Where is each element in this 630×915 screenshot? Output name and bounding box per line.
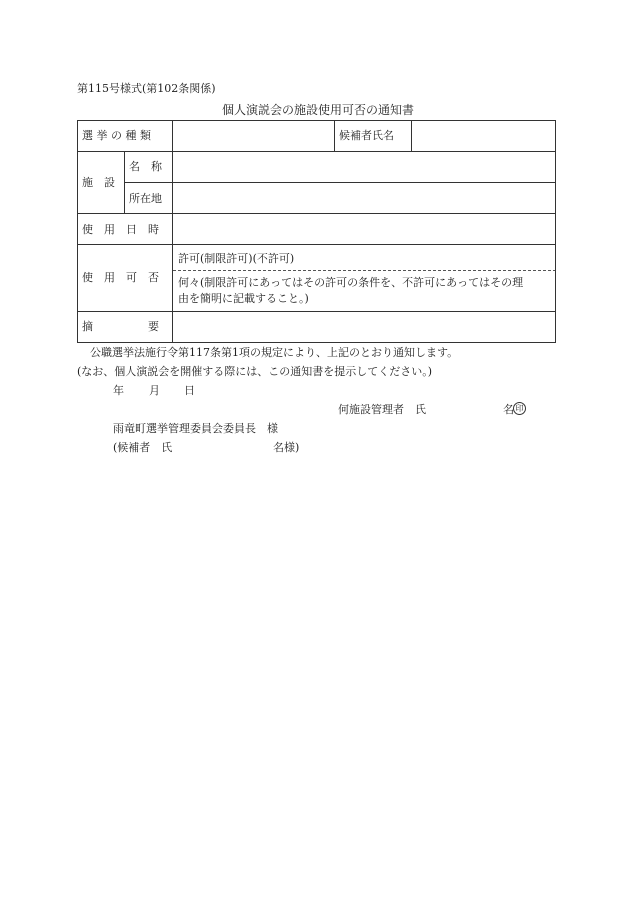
election-type-label: 選 挙 の 種 類 (82, 129, 151, 142)
table-row-divider (124, 182, 556, 183)
summary-label: 摘 要 (82, 320, 159, 333)
table-label-divider (172, 120, 173, 343)
notice-line: 公職選挙法施行令第117条第1項の規定により、上記のとおり通知します。 (90, 346, 459, 359)
facility-address-label: 所在地 (129, 192, 162, 205)
dashed-divider (173, 270, 556, 271)
table-row-divider (77, 244, 556, 245)
facility-name-label: 名 称 (129, 160, 162, 173)
usage-permission-note-line1: 何々(制限許可にあってはその許可の条件を、不許可にあってはその理 (178, 276, 524, 289)
addressee: 雨竜町選挙管理委員会委員長 様 (113, 422, 278, 435)
page-title: 個人演説会の施設使用可否の通知書 (222, 103, 415, 117)
usage-datetime-label: 使 用 日 時 (82, 223, 159, 236)
table-row-divider (77, 213, 556, 214)
table-row-divider (77, 151, 556, 152)
sender-label: 何施設管理者 氏 (338, 403, 426, 416)
table-row-divider (77, 311, 556, 312)
table-cell-divider (411, 120, 412, 151)
candidate-cc-prefix: (候補者 氏 (113, 441, 173, 454)
usage-permission-note-line2: 由を簡明に記載すること。) (178, 292, 309, 305)
seal-icon: 印 (513, 402, 526, 415)
usage-permission-options: 許可(制限許可)(不許可) (178, 252, 295, 265)
date-year: 年 (113, 384, 124, 397)
table-border-right (555, 120, 556, 343)
table-sublabel-divider (124, 151, 125, 213)
candidate-cc-suffix: 名様) (273, 441, 300, 454)
form-number: 第115号様式(第102条関係) (77, 82, 216, 95)
date-day: 日 (184, 384, 195, 397)
table-border-top (77, 120, 556, 121)
candidate-name-label: 候補者氏名 (339, 129, 394, 142)
sender-name-suffix: 名 (503, 403, 514, 416)
instruction-line: (なお、個人演説会を開催する際には、この通知書を提示してください。) (77, 365, 433, 378)
usage-permission-label: 使 用 可 否 (82, 271, 159, 284)
table-border-bottom (77, 342, 556, 343)
date-month: 月 (149, 384, 160, 397)
table-border-left (77, 120, 78, 343)
facility-label: 施 設 (82, 176, 115, 189)
table-cell-divider (334, 120, 335, 151)
